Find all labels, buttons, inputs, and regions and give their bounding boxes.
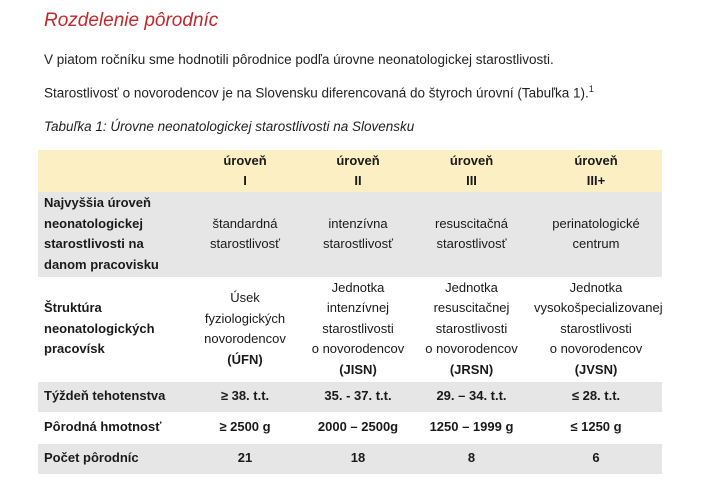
- header-level-1-num: I: [243, 173, 247, 188]
- cell-line: Jednotka: [569, 279, 623, 295]
- row-label-line: danom pracovisku: [44, 256, 159, 272]
- row-label-structure: [38, 277, 187, 381]
- table-header-row: [38, 150, 662, 192]
- header-level-2-num: II: [354, 173, 362, 188]
- intro-paragraph: V piatom ročníku sme hodnotili pôrodnice podľa úrovne neonatologickej starostlivosti.: [44, 52, 554, 67]
- cell-abbr: (JVSN): [574, 361, 618, 377]
- row-label-line: Štruktúra: [44, 300, 102, 316]
- cell-level-1-weight: ≥ 2500 g: [219, 419, 271, 435]
- row-label-highest-level: [38, 192, 187, 277]
- row-label-weight: Pôrodná hmotnosť: [44, 419, 162, 435]
- cell-level-3-gestation: 29. – 34. t.t.: [436, 388, 507, 404]
- header-level-3plus-word: úroveň: [574, 152, 618, 168]
- header-level-1-word: úroveň: [223, 152, 267, 168]
- cell-line: intenzívna: [328, 215, 388, 231]
- cell-level-3plus-care: [530, 192, 662, 277]
- row-label-line: starostlivosti na: [44, 236, 144, 252]
- table-row: [38, 192, 662, 277]
- row-label-line: neonatologických: [44, 320, 155, 336]
- cell-level-1-gestation: ≥ 38. t.t.: [220, 388, 270, 404]
- cell-level-3-care: [413, 192, 530, 277]
- cell-line: vysokošpecializovanej: [534, 300, 663, 316]
- header-level-2: [303, 150, 413, 192]
- cell-level-1-count: 21: [237, 450, 253, 466]
- header-empty-cell: [38, 150, 187, 192]
- table-row: [38, 381, 662, 412]
- cell-level-3-count: 8: [467, 450, 476, 466]
- cell-level-3plus-count: 6: [592, 450, 600, 466]
- header-level-1: [187, 150, 303, 192]
- table-caption: Tabuľka 1: Úrovne neonatologickej starostlivosti na Slovensku: [44, 119, 415, 134]
- table-row: [38, 443, 662, 474]
- cell-line: resuscitačnej: [433, 300, 510, 316]
- cell-line: novorodencov: [204, 331, 286, 346]
- cell-level-3plus-weight: ≤ 1250 g: [570, 419, 622, 435]
- cell-line: resuscitačná: [435, 215, 508, 231]
- neonatal-care-levels-table: [38, 150, 662, 475]
- header-level-3-word: úroveň: [449, 152, 494, 168]
- cell-line: štandardná: [212, 215, 278, 231]
- cell-level-1-structure: [187, 277, 303, 381]
- section-heading: Rozdelenie pôrodníc: [44, 10, 219, 31]
- header-level-3-num: III: [466, 173, 477, 188]
- table-row: [38, 412, 662, 443]
- cell-level-3-structure: [413, 277, 530, 381]
- table-row: [38, 277, 662, 381]
- cell-line: perinatologické: [552, 215, 640, 231]
- cell-level-3plus-structure: [530, 277, 662, 381]
- cell-level-2-count: 18: [350, 450, 366, 466]
- cell-line: centrum: [572, 236, 620, 252]
- cell-line: starostlivosti: [560, 320, 632, 336]
- cell-line: starostlivosť: [210, 236, 280, 252]
- levels-paragraph-text: Starostlivosť o novorodencov je na Slovensku diferencovaná do štyroch úrovní (Tabuľka 1).: [44, 85, 589, 101]
- row-label-line: Najvyššia úroveň: [44, 195, 151, 211]
- cell-abbr: (ÚFN): [227, 351, 263, 367]
- header-level-3: [413, 150, 530, 192]
- cell-level-2-gestation: 35. - 37. t.t.: [324, 388, 392, 404]
- cell-level-2-care: [303, 192, 413, 277]
- cell-line: starostlivosť: [323, 236, 393, 252]
- cell-line: o novorodencov: [549, 341, 643, 357]
- levels-paragraph: [44, 84, 594, 101]
- cell-line: o novorodencov: [311, 341, 405, 357]
- cell-level-3plus-gestation: ≤ 28. t.t.: [571, 388, 621, 404]
- cell-line: fyziologických: [204, 310, 286, 326]
- cell-level-2-weight: 2000 – 2500g: [317, 419, 399, 435]
- cell-line: starostlivosť: [436, 236, 507, 252]
- row-label-count: Počet pôrodníc: [44, 450, 139, 466]
- row-label-line: neonatologickej: [44, 215, 143, 231]
- cell-line: intenzívnej: [326, 300, 390, 316]
- cell-level-3-weight: 1250 – 1999 g: [429, 419, 514, 435]
- header-level-2-word: úroveň: [336, 152, 380, 168]
- row-label-gestation: Týždeň tehotenstva: [44, 388, 166, 404]
- cell-level-2-structure: [303, 277, 413, 381]
- cell-line: o novorodencov: [425, 341, 518, 357]
- row-label-line: pracovísk: [44, 341, 105, 357]
- cell-line: starostlivosti: [435, 320, 508, 336]
- cell-abbr: (JRSN): [449, 361, 494, 377]
- cell-line: Jednotka: [331, 279, 385, 295]
- cell-abbr: (JISN): [339, 361, 377, 377]
- header-level-3plus: [530, 150, 662, 192]
- cell-level-1-care: [187, 192, 303, 277]
- footnote-ref: 1: [588, 84, 594, 94]
- cell-line: Úsek: [230, 290, 260, 305]
- cell-line: starostlivosti: [322, 320, 394, 336]
- header-level-3plus-num: III+: [586, 173, 606, 188]
- cell-line: Jednotka: [445, 279, 498, 295]
